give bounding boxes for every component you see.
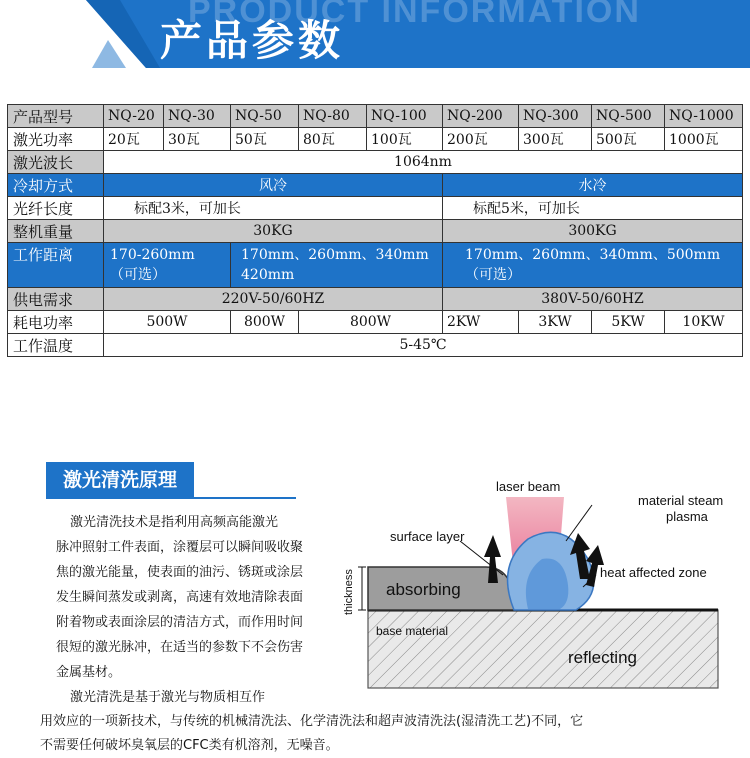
weight-air: 30KG [104,220,443,243]
paragraph-line: 金属基材。 [56,665,122,680]
spec-table [7,104,743,357]
distance-a: 170-260mm （可选） [104,243,231,288]
power-cell: 300瓦 [519,128,592,151]
label-model: 产品型号 [8,105,104,128]
paragraph-line: 焦的激光能量，使表面的油污、锈斑或涂层 [56,565,304,580]
supply-air: 220V-50/60HZ [104,288,443,311]
label-absorbing: absorbing [386,580,461,599]
distance-b: 170mm、260mm、340mm 420mm [231,243,443,288]
row-model [8,105,743,128]
power-cell: 30瓦 [164,128,231,151]
label-fiber: 光纤长度 [8,197,104,220]
consumption-cell: 2KW [443,311,519,334]
principle-paragraph-1 [56,510,303,685]
weight-water: 300KG [443,220,743,243]
laser-cleaning-diagram [328,475,748,695]
model-cell: NQ-100 [367,105,443,128]
temperature-value: 5-45℃ [104,334,743,357]
label-reflecting: reflecting [568,648,637,667]
consumption-cell: 3KW [519,311,592,334]
cooling-air: 风冷 [104,174,443,197]
model-cell: NQ-30 [164,105,231,128]
row-wavelength [8,151,743,174]
paragraph-line: 不需要任何破坏臭氧层的CFC类有机溶剂，无噪音。 [40,738,339,753]
section-underline [46,497,296,499]
label-temperature: 工作温度 [8,334,104,357]
model-cell: NQ-80 [299,105,367,128]
label-distance: 工作距离 [8,243,104,288]
row-distance [8,243,743,288]
model-cell: NQ-500 [592,105,665,128]
fiber-air: 标配3米，可加长 [104,197,443,220]
paragraph-line: 很短的激光脉冲，在适当的参数下不会伤害 [56,640,304,655]
row-power [8,128,743,151]
model-cell: NQ-200 [443,105,519,128]
label-plasma: plasma [666,509,708,524]
fiber-water: 标配5米，可加长 [443,197,743,220]
power-cell: 500瓦 [592,128,665,151]
paragraph-line: 发生瞬间蒸发或剥离，高速有效地清除表面 [56,590,304,605]
header-banner [0,0,750,68]
label-surface-layer: surface layer [390,529,465,544]
paragraph-line: 激光清洗技术是指利用高频高能激光 [70,515,279,530]
model-cell: NQ-50 [231,105,299,128]
power-cell: 1000瓦 [665,128,743,151]
banner-watermark-text: PRODUCT INFORMATION [188,0,641,30]
consumption-cell: 10KW [665,311,743,334]
paragraph-line: 附着物或表面涂层的清洁方式，而作用时间 [56,615,304,630]
wavelength-value: 1064nm [104,151,743,174]
base-material-block [368,610,718,688]
row-cooling [8,174,743,197]
label-material-steam: material steam [638,493,724,508]
label-cooling: 冷却方式 [8,174,104,197]
power-cell: 100瓦 [367,128,443,151]
row-temperature [8,334,743,357]
consumption-cell: 5KW [592,311,665,334]
distance-water: 170mm、260mm、340mm、500mm （可选） [443,243,743,288]
label-laser-beam: laser beam [496,479,561,494]
label-power: 激光功率 [8,128,104,151]
label-base-material: base material [376,624,449,638]
label-thickness: thickness [343,569,355,615]
power-cell: 20瓦 [104,128,164,151]
row-supply [8,288,743,311]
consumption-cell: 800W [299,311,443,334]
model-cell: NQ-300 [519,105,592,128]
consumption-cell: 800W [231,311,299,334]
section-heading: 激光清洗原理 [46,462,194,498]
cooling-water: 水冷 [443,174,743,197]
label-weight: 整机重量 [8,220,104,243]
label-supply: 供电需求 [8,288,104,311]
row-consumption [8,311,743,334]
power-cell: 50瓦 [231,128,299,151]
label-wavelength: 激光波长 [8,151,104,174]
row-fiber [8,197,743,220]
power-cell: 200瓦 [443,128,519,151]
row-weight [8,220,743,243]
supply-water: 380V-50/60HZ [443,288,743,311]
principle-paragraph-2 [40,686,583,758]
paragraph-line: 用效应的一项新技术，与传统的机械清洗法、化学清洗法和超声波清洗法(湿清洗工艺)不同，它 [40,714,584,729]
paragraph-line: 激光清洗是基于激光与物质相互作 [70,690,266,705]
paragraph-line: 脉冲照射工件表面，涂覆层可以瞬间吸收聚 [56,540,304,555]
model-cell: NQ-1000 [665,105,743,128]
banner-title: 产品参数 [160,16,345,65]
label-consumption: 耗电功率 [8,311,104,334]
model-cell: NQ-20 [104,105,164,128]
consumption-cell: 500W [104,311,231,334]
power-cell: 80瓦 [299,128,367,151]
label-heat-zone: heat affected zone [600,565,707,580]
